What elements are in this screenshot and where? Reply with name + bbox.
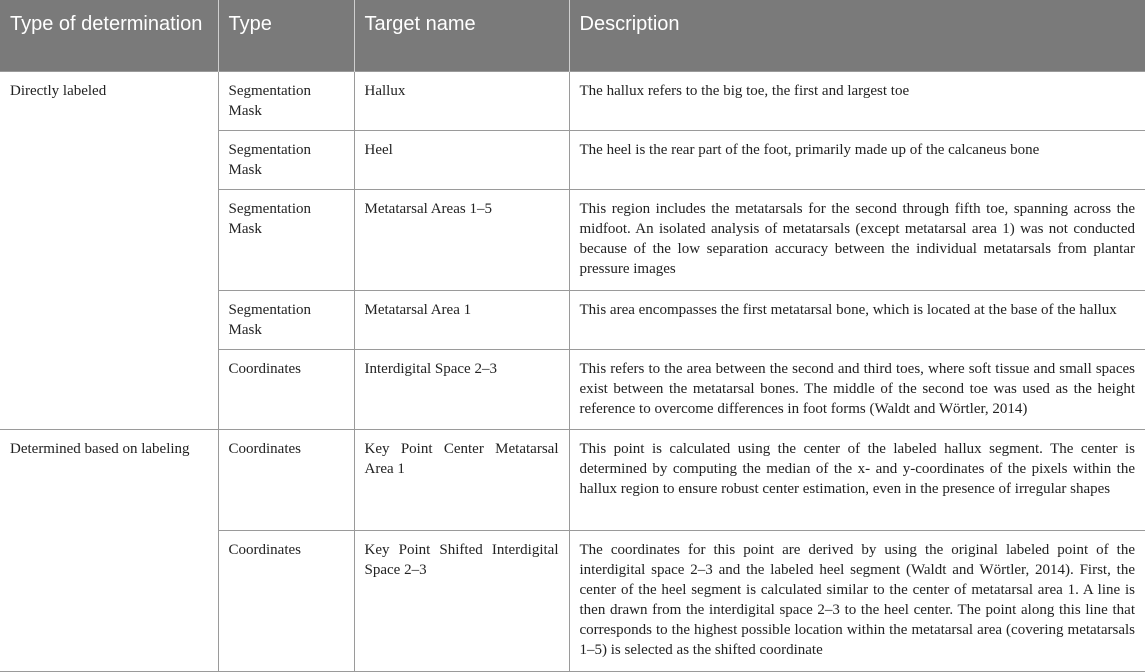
type-cell: Coordinates xyxy=(218,531,354,672)
table-header xyxy=(0,0,1145,72)
target-name-cell: Interdigital Space 2–3 xyxy=(354,350,569,430)
header-target-name: Target name xyxy=(354,0,569,72)
group-cell-determined-based-on-labeling: Determined based on labeling xyxy=(0,430,218,672)
group-cell-directly-labeled: Directly labeled xyxy=(0,72,218,430)
type-cell: Coordinates xyxy=(218,350,354,430)
type-cell: Segmentation Mask xyxy=(218,291,354,350)
header-type-of-determination: Type of determination xyxy=(0,0,218,72)
description-cell: This point is calculated using the center of the labeled hallux segment. The center is determined by computing the median of the x- and y-coordinates of the pixels within the hallux region to ensure robust center estimation, even in the presence of irregular shapes xyxy=(569,430,1145,531)
type-cell: Segmentation Mask xyxy=(218,72,354,131)
target-name-cell: Metatarsal Areas 1–5 xyxy=(354,190,569,291)
description-cell: This region includes the metatarsals for the second through fifth toe, spanning across the midfoot. An isolated analysis of metatarsals (except metatarsal area 1) was not conducted because of the low separation accuracy between the individual metatarsals from plantar pressure images xyxy=(569,190,1145,291)
header-row xyxy=(0,0,1145,72)
type-cell: Segmentation Mask xyxy=(218,131,354,190)
target-name-cell: Key Point Shifted Interdigital Space 2–3 xyxy=(354,531,569,672)
table-body xyxy=(0,72,1145,672)
description-cell: The heel is the rear part of the foot, primarily made up of the calcaneus bone xyxy=(569,131,1145,190)
description-cell: This refers to the area between the second and third toes, where soft tissue and small spaces exist between the metatarsal bones. The middle of the second toe was used as the height reference to overcome differences in foot forms (Waldt and Wörtler, 2014) xyxy=(569,350,1145,430)
table-row xyxy=(0,72,1145,131)
type-cell: Coordinates xyxy=(218,430,354,531)
description-cell: This area encompasses the first metatarsal bone, which is located at the base of the hallux xyxy=(569,291,1145,350)
description-cell: The coordinates for this point are derived by using the original labeled point of the interdigital space 2–3 and the labeled heel segment (Waldt and Wörtler, 2014). First, the center of the heel segment is calculated similar to the center of metatarsal area 1. A line is then drawn from the interdigital space 2–3 to the heel center. The point along this line that corresponds to the highest possible location within the metatarsal area (covering metatarsals 1–5) is selected as the shifted coordinate xyxy=(569,531,1145,672)
table-row xyxy=(0,430,1145,531)
description-cell: The hallux refers to the big toe, the first and largest toe xyxy=(569,72,1145,131)
header-type: Type xyxy=(218,0,354,72)
target-name-cell: Hallux xyxy=(354,72,569,131)
target-name-cell: Heel xyxy=(354,131,569,190)
header-description: Description xyxy=(569,0,1145,72)
type-cell: Segmentation Mask xyxy=(218,190,354,291)
target-name-cell: Key Point Center Metatarsal Area 1 xyxy=(354,430,569,531)
target-name-cell: Metatarsal Area 1 xyxy=(354,291,569,350)
